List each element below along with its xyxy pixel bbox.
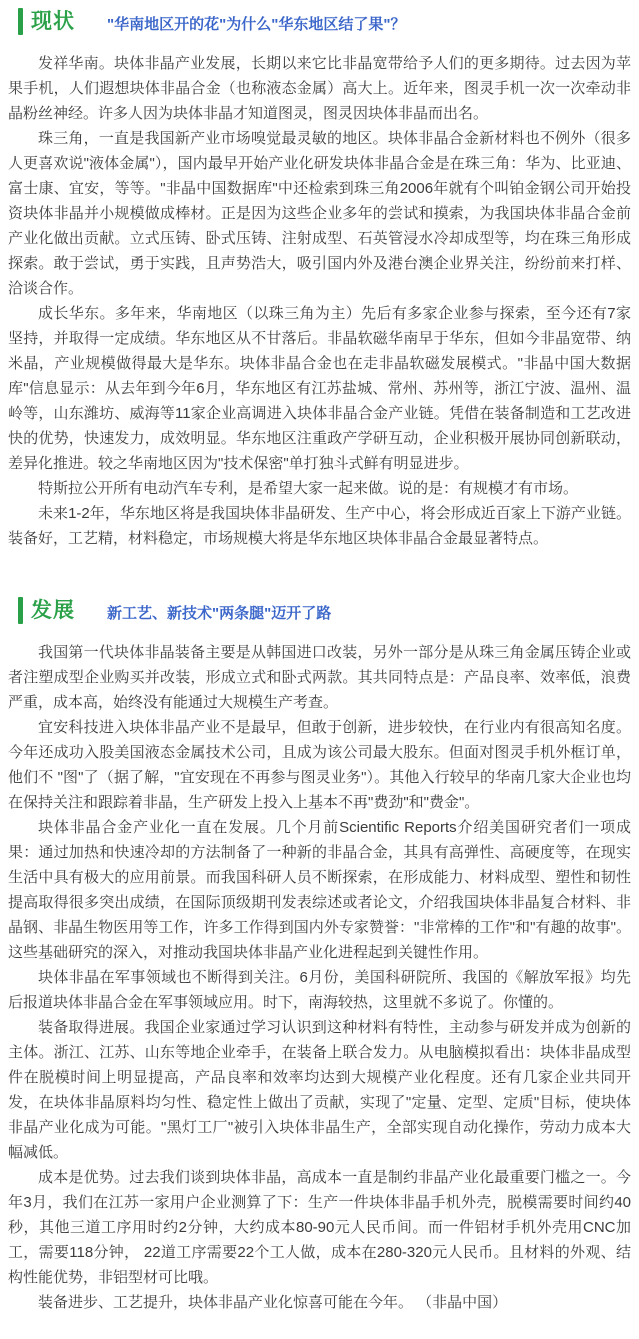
section-subtitle: 新工艺、新技术"两条腿"迈开了路 <box>107 604 332 622</box>
green-accent-bar <box>18 8 23 35</box>
paragraph: 发祥华南。块体非晶产业发展，长期以来它比非晶宽带给予人们的更多期待。过去因为苹果手机，人们遐想块体非晶合金（也称液态金属）高大上。近年来，图灵手机一次一次牵动非晶粉丝神经。许多人因为块体非晶才知道图灵，图灵因块体非晶而出名。 <box>8 55 631 122</box>
paragraph: 块体非晶在军事领域也不断得到关注。6月份，美国科研院所、我国的《解放军报》均先后报道块体非晶合金在军事领域应用。时下，南海较热，这里就不多说了。你懂的。 <box>8 969 631 1011</box>
paragraph: 成长华东。多年来，华南地区（以珠三角为主）先后有多家企业参与探索，至今还有7家坚持，并取得一定成绩。华东地区从不甘落后。非晶软磁华南早于华东，但如今非晶宽带、纳米晶，产业规模做得最大是华东。块体非晶合金也在走非晶软磁发展模式。"非晶中国大数据库"信息显示：从去年到今年6月，华东地区有江苏盐城、常州、苏州等，浙江宁波、温州、温岭等，山东潍坊、威海等11家企业高调进入块体非晶合金产业链。凭借在装备制造和工艺改进快的优势，快速发力，成效明显。华东地区注重政产学研互动，企业积极开展协同创新联动，差异化推进。较之华南地区因为"技术保密"单打独斗式鲜有明显进步。 <box>8 305 631 472</box>
section-title: 发展 <box>31 599 75 622</box>
section-development <box>8 597 631 1315</box>
section-subtitle: "华南地区开的花"为什么"华东地区结了果"？ <box>107 15 406 33</box>
paragraph: 宜安科技进入块体非晶产业不是最早，但敢于创新，进步较快，在行业内有很高知名度。今年还成功入股美国液态金属技术公司，且成为该公司最大股东。但面对图灵手机外框订单，他们不 "图"了（据了解，"宜安现在不再参与图灵业务"）。其他入行较早的华南几家大企业也均在保持关注和跟踪着非晶，生产研发上投入上基本不再"费劲"和"费金"。 <box>8 719 631 811</box>
section-development-header <box>18 597 631 624</box>
paragraph: 装备取得进展。我国企业家通过学习认识到这种材料有特性，主动参与研发并成为创新的主体。浙江、江苏、山东等地企业牵手，在装备上联合发力。从电脑模拟看出：块体非晶成型件在脱模时间上明显提高，产品良率和效率均达到大规模产业化程度。还有几家企业共同开发，在块体非晶原料均匀性、稳定性上做出了贡献，实现了"定量、定型、定质"目标，使块体非晶产业化成为可能。"黑灯工厂"被引入块体非晶生产，全部实现自动化操作，劳动力成本大幅减低。 <box>8 1019 631 1161</box>
section-status <box>8 8 631 551</box>
paragraph: 我国第一代块体非晶装备主要是从韩国进口改装，另外一部分是从珠三角金属压铸企业或者注塑成型企业购买并改装，形成立式和卧式两款。其共同特点是：产品良率、效率低，浪费严重，成本高，始终没有能通过大规模生产考查。 <box>8 644 631 711</box>
paragraph: 特斯拉公开所有电动汽车专利，是希望大家一起来做。说的是：有规模才有市场。 <box>38 480 579 497</box>
section-title: 现状 <box>31 10 75 33</box>
paragraph: 未来1-2年，华东地区将是我国块体非晶研发、生产中心，将会形成近百家上下游产业链。装备好，工艺精，材料稳定，市场规模大将是华东地区块体非晶合金最显著特点。 <box>8 505 631 547</box>
paragraph: 装备进步、工艺提升，块体非晶产业化惊喜可能在今年。 （非晶中国） <box>38 1294 508 1311</box>
section-status-header <box>18 8 631 35</box>
paragraph: 块体非晶合金产业化一直在发展。几个月前Scientific Reports介绍美国研究者们一项成果：通过加热和快速冷却的方法制备了一种新的非晶合金，其具有高弹性、高硬度等，在现实生活中具有极大的应用前景。而我国科研人员不断探索，在形成能力、材料成型、塑性和韧性提高取得很多突出成绩，在国际顶级期刊发表综述或者论文，介绍我国块体非晶复合材料、非晶钢、非晶生物医用等工作，许多工作得到国内外专家赞誉："非常棒的工作"和"有趣的故事"。这些基础研究的深入，对推动我国块体非晶产业化进程起到关键性作用。 <box>8 819 631 961</box>
green-accent-bar <box>18 597 23 624</box>
paragraph: 珠三角，一直是我国新产业市场嗅觉最灵敏的地区。块体非晶合金新材料也不例外（很多人更喜欢说"液体金属"），国内最早开始产业化研发块体非晶合金是在珠三角：华为、比亚迪、富士康、宜安，等等。"非晶中国数据库"中还检索到珠三角2006年就有个叫铂金钢公司开始投资块体非晶并小规模做成棒材。正是因为这些企业多年的尝试和摸索，为我国块体非晶合金前产业化做出贡献。立式压铸、卧式压铸、注射成型、石英管浸水冷却成型等，均在珠三角形成探索。敢于尝试，勇于实践，且声势浩大，吸引国内外及港台澳企业界关注，纷纷前来打样、洽谈合作。 <box>8 130 631 297</box>
paragraph: 成本是优势。过去我们谈到块体非晶，高成本一直是制约非晶产业化最重要门槛之一。今年3月，我们在江苏一家用户企业测算了下：生产一件块体非晶手机外壳，脱模需要时间约40秒，其他三道工序用时约2分钟，大约成本80-90元人民币间。而一件铝材手机外壳用CNC加工，需要118分钟， 22道工序需要22个工人做，成本在280-320元人民币。且材料的外观、结构性能优势，非铝型材可比哦。 <box>8 1169 631 1286</box>
